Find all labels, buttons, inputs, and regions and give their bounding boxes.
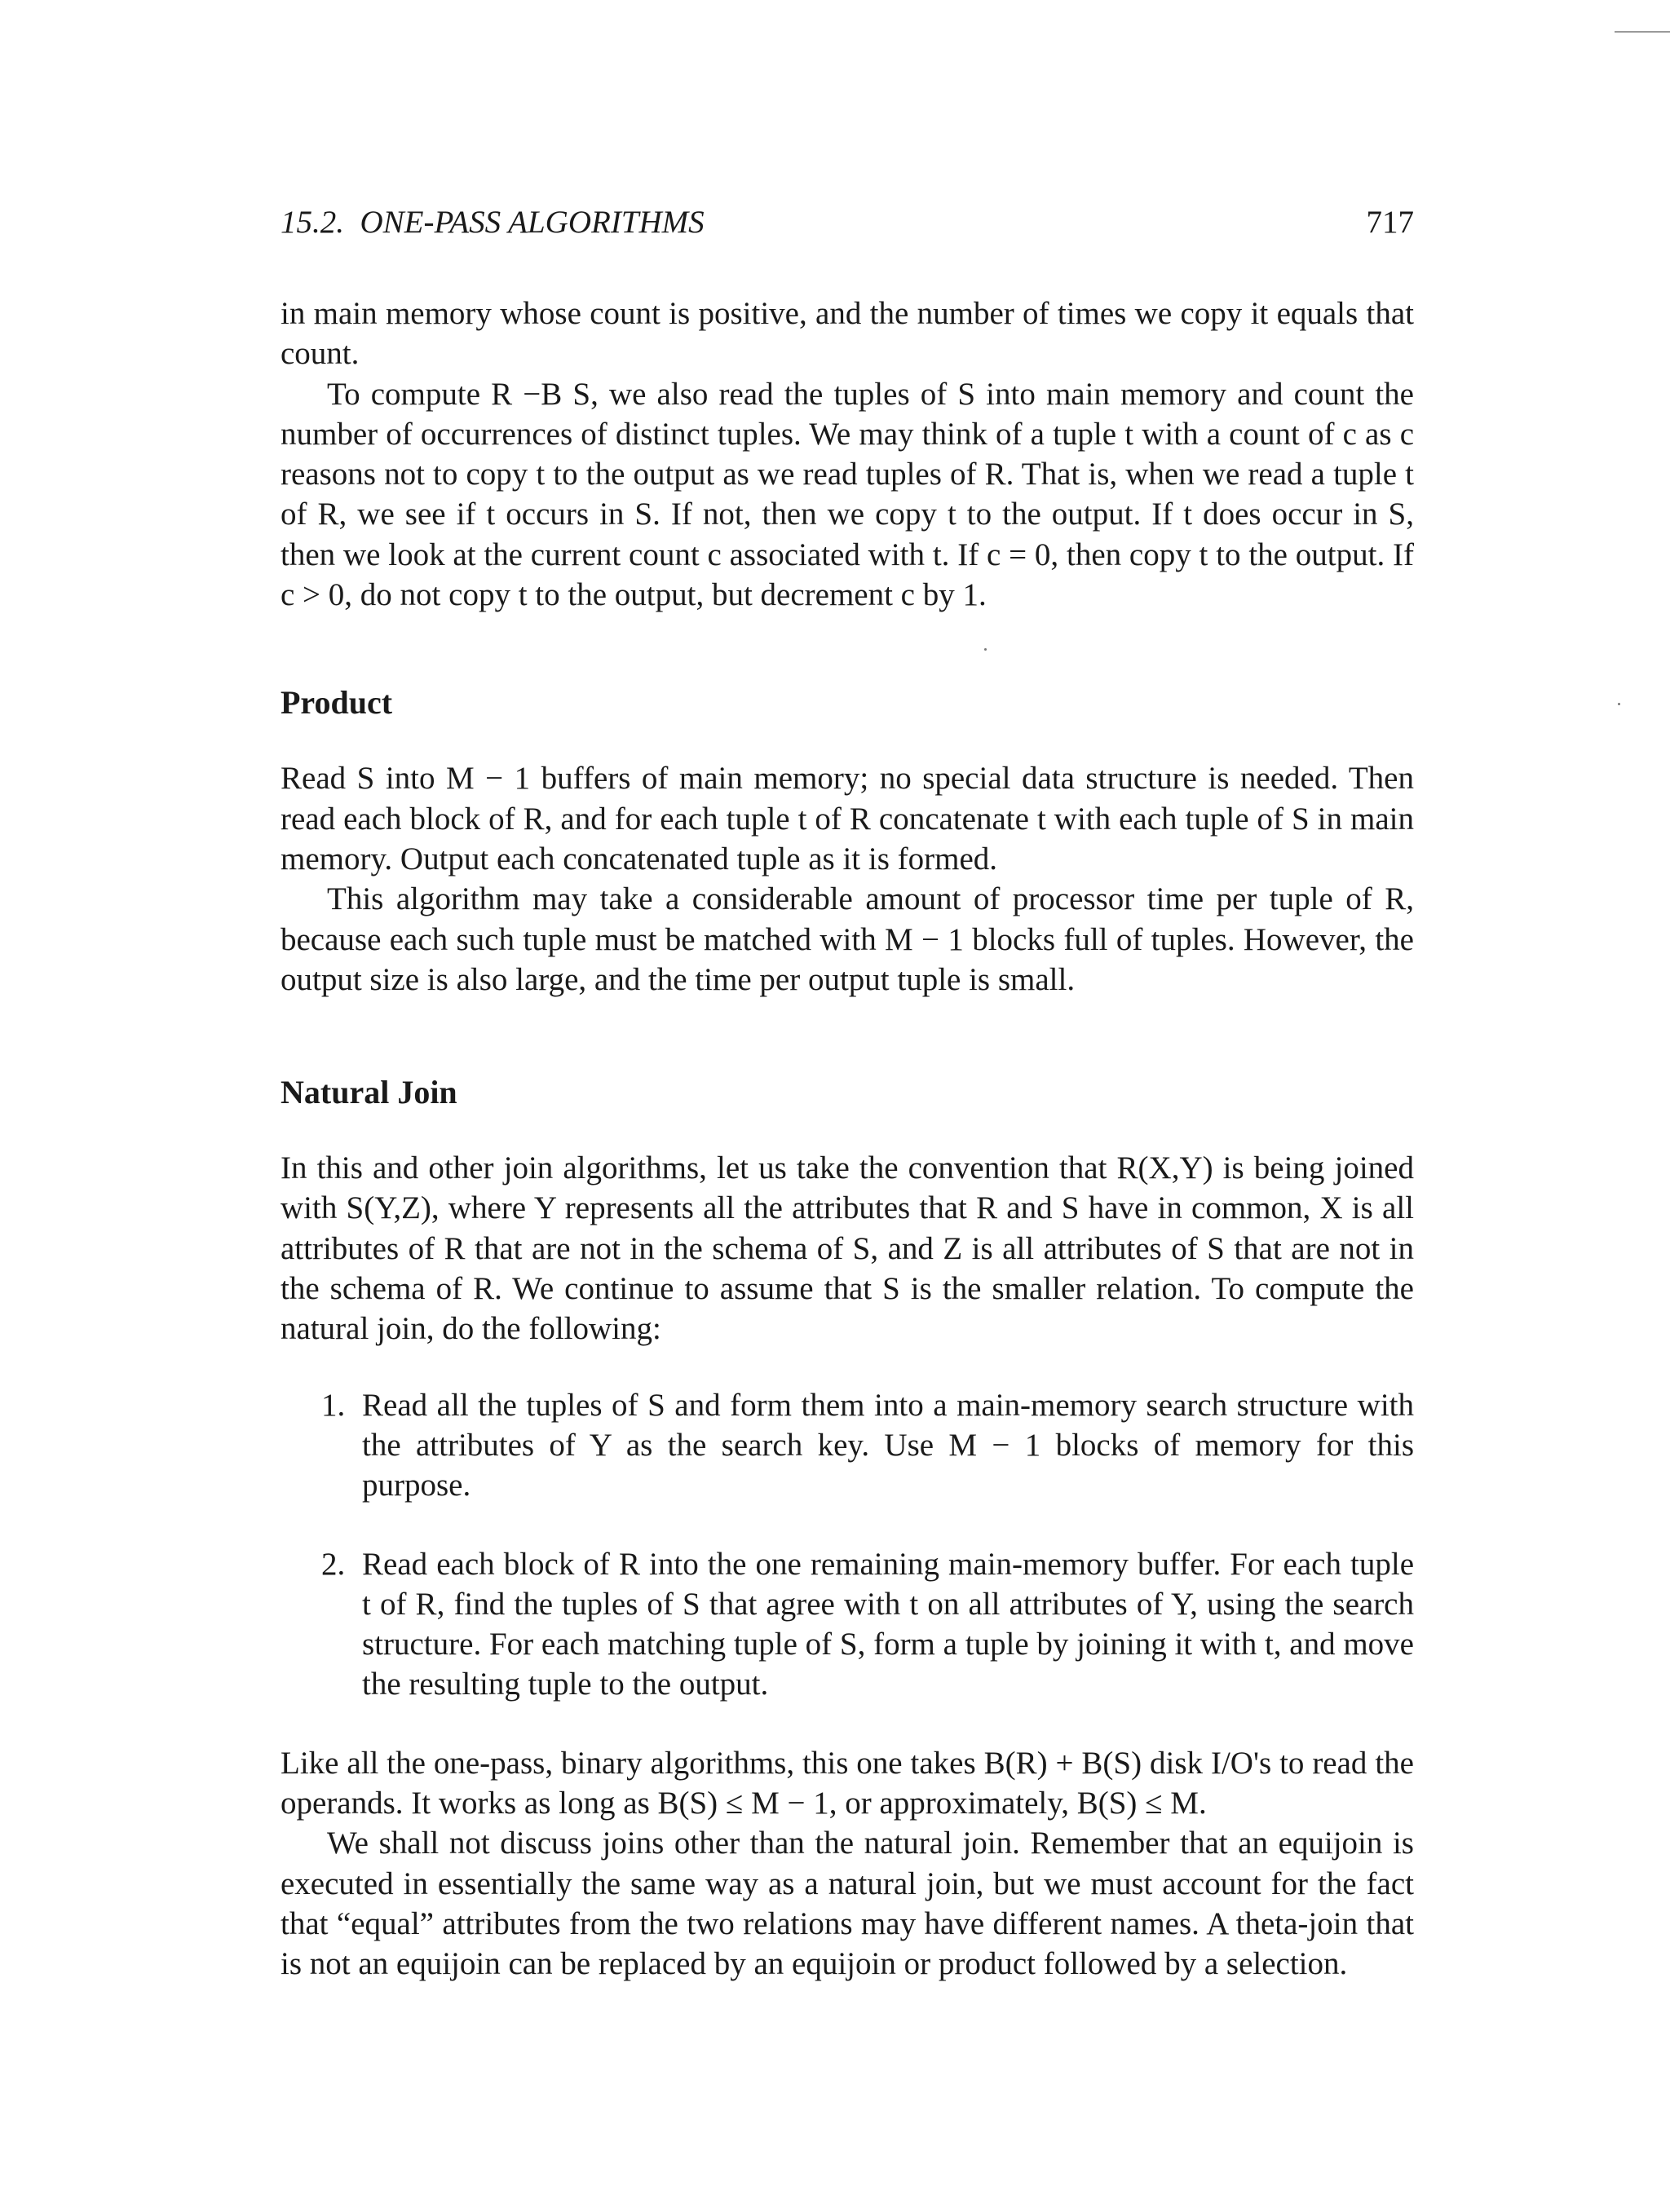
list-item-number: 2. xyxy=(321,1546,346,1582)
page-number: 717 xyxy=(1366,205,1414,240)
list-item xyxy=(281,1544,1414,1705)
paragraph-join-intro: In this and other join algorithms, let us take the convention that R(X,Y) is being joined with S(Y,Z), where Y represents all the attributes that R and S have in common, X is all attributes of R that are not in the schema of S, and Z is all attributes of S that are not in the schema of R. We continue to assume that S is the smaller relation. To compute the natural join, do the following: xyxy=(281,1150,1414,1347)
scan-edge-line xyxy=(1615,31,1670,33)
paragraph-join-cost: Like all the one-pass, binary algorithms, this one takes B(R) + B(S) disk I/O's to read the operands. It works as long as B(S) ≤ M − 1, or approximately, B(S) ≤ M. xyxy=(281,1745,1414,1821)
list-item-text: Read all the tuples of S and form them into a main-memory search structure with the attributes of Y as the search key. Use M − 1 blocks of memory for this purpose. xyxy=(362,1387,1414,1503)
paragraph-product-1: Read S into M − 1 buffers of main memory; no special data structure is needed. Then read each block of R, and for each tuple t of R concatenate t with each tuple of S in main memory. Output each concatenated tuple as it is formed. xyxy=(281,761,1414,876)
list-item xyxy=(281,1385,1414,1506)
heading-natural-join: Natural Join xyxy=(281,1074,457,1111)
section-number: 15.2. xyxy=(281,205,344,240)
running-header-title xyxy=(281,204,705,241)
join-steps-list xyxy=(281,1385,1414,1705)
paragraph-continued: in main memory whose count is positive, and the number of times we copy it equals that count. xyxy=(281,296,1414,372)
running-header xyxy=(281,204,1414,249)
list-item-text: Read each block of R into the one remaining main-memory buffer. For each tuple t of R, find the tuples of S that agree with t on all attributes of Y, using the search structure. For each matching tuple of S, form a tuple by joining it with t, and move the resulting tuple to the output. xyxy=(362,1546,1414,1702)
paragraph-join-other: We shall not discuss joins other than the natural join. Remember that an equijoin is executed in essentially the same way as a natural join, but we must account for the fact that “equal” attributes from the two relations may have different names. A theta-join that is not an equijoin can be replaced by an equijoin or product followed by a selection. xyxy=(281,1826,1414,1982)
paragraph-product-2: This algorithm may take a considerable amount of processor time per tuple of R, because each such tuple must be matched with M − 1 blocks full of tuples. However, the output size is also large, and the time per output tuple is small. xyxy=(281,881,1414,997)
page-body xyxy=(281,294,1414,1985)
scan-speck xyxy=(1618,703,1620,705)
section-title: ONE-PASS ALGORITHMS xyxy=(360,205,705,240)
heading-product: Product xyxy=(281,684,393,722)
list-item-number: 1. xyxy=(321,1387,346,1423)
paragraph-difference: To compute R −B S, we also read the tuples of S into main memory and count the number of occurrences of distinct tuples. We may think of a tuple t with a count of c as c reasons not to copy t to the output as we read tuples of R. That is, when we read a tuple t of R, we see if t occurs in S. If not, then we copy t to the output. If t does occur in S, then we look at the current count c associated with t. If c = 0, then copy t to the output. If c > 0, do not copy t to the output, but decrement c by 1. xyxy=(281,376,1414,613)
